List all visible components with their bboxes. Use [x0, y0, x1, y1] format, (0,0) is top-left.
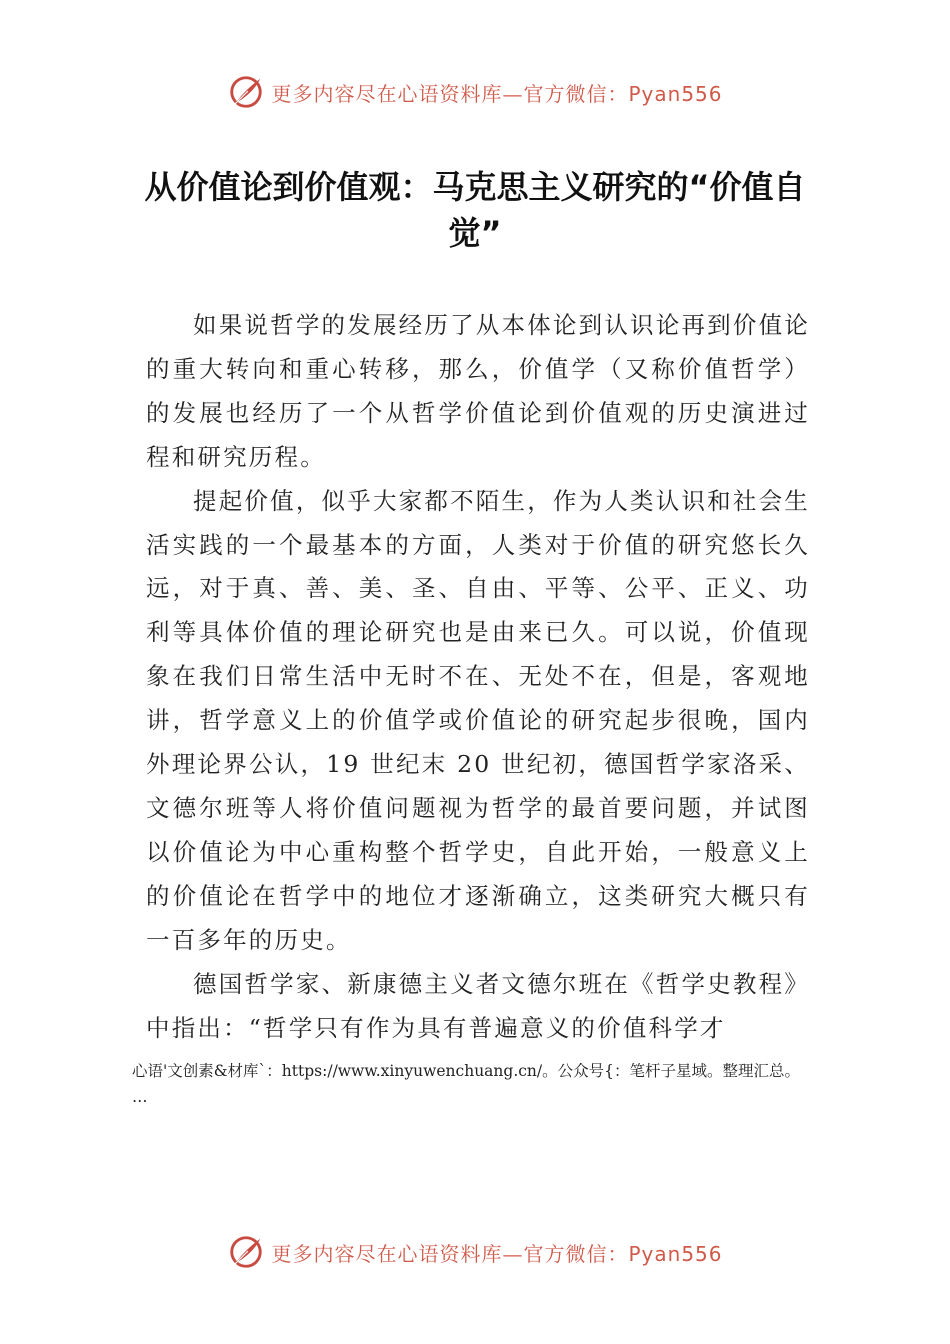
header-banner	[0, 68, 950, 116]
footer-banner	[0, 1228, 950, 1276]
feather-pen-logo-icon	[227, 73, 265, 111]
banner-text: 更多内容尽在心语资料库—官方微信：Pyan556	[271, 81, 723, 106]
source-footnote	[132, 1058, 852, 1110]
feather-pen-logo-icon	[227, 1233, 265, 1271]
document-title: 从价值论到价值观：马克思主义研究的“价值自觉”	[144, 168, 806, 252]
banner-text: 更多内容尽在心语资料库—官方微信：Pyan556	[271, 1241, 723, 1266]
footnote-text: 心语'文创素&材库`：https://www.xinyuwenchuang.cn/。公众号{：笔杆子星域。整理汇总。	[132, 1062, 800, 1080]
paragraph-3: 德国哲学家、新康德主义者文德尔班在《哲学史教程》中指出：“哲学只有作为具有普遍意义的价值科学才	[146, 969, 810, 1042]
paragraph-2: 提起价值，似乎大家都不陌生，作为人类认识和社会生活实践的一个最基本的方面，人类对于价值的研究悠长久远，对于真、善、美、圣、自由、平等、公平、正义、功利等具体价值的理论研究也是由来已久。可以说，价值现象在我们日常生活中无时不在、无处不在，但是，客观地讲，哲学意义上的价值学或价值论的研究起步很晚，国内外理论界公认，19 世纪末 20 世纪初，德国哲学家洛采、文德尔班等人将价值问题视为哲学的最首要问题，并试图以价值论为中心重构整个哲学史，自此开始，一般意义上的价值论在哲学中的地位才逐渐确立，这类研究大概只有一百多年的历史。	[146, 486, 810, 954]
paragraph-1: 如果说哲学的发展经历了从本体论到认识论再到价值论的重大转向和重心转移，那么，价值学（又称价值哲学）的发展也经历了一个从哲学价值论到价值观的历史演进过程和研究历程。	[146, 311, 810, 471]
footnote-ellipsis: …	[132, 1088, 148, 1106]
document-body	[146, 304, 810, 1050]
